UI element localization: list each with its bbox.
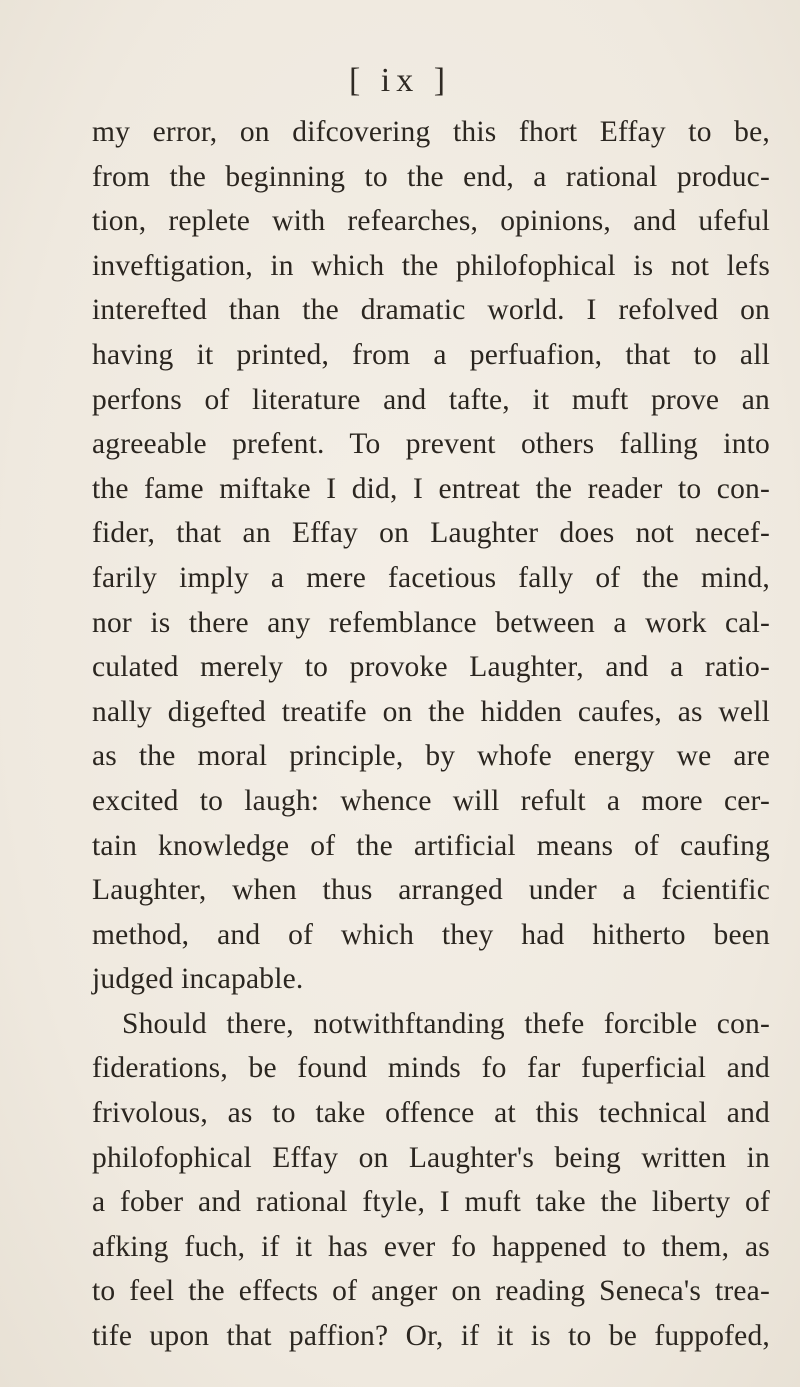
text-line: Laughter, when thus arranged under a fcientific [92, 874, 770, 907]
text-line: afking fuch, if it has ever fo happened to them, as [92, 1230, 770, 1263]
text-line: frivolous, as to take offence at this technical and [92, 1097, 770, 1130]
text-line: Should there, notwithftanding thefe forcible con- [122, 1007, 770, 1040]
text-line: philofophical Effay on Laughter's being written in [92, 1141, 770, 1174]
text-line: method, and of which they had hitherto been [92, 918, 770, 951]
text-line: the fame miftake I did, I entreat the reader to con- [92, 472, 770, 505]
body-text [92, 110, 770, 1359]
text-line: nor is there any refemblance between a work cal- [92, 606, 770, 639]
text-line: agreeable prefent. To prevent others falling into [92, 428, 770, 461]
text-line: as the moral principle, by whofe energy we are [92, 740, 770, 773]
text-line: to feel the effects of anger on reading Seneca's trea- [92, 1275, 770, 1308]
text-line: judged incapable. [92, 963, 304, 996]
page-number-header: [ ix ] [348, 62, 452, 99]
text-line: perfons of literature and tafte, it muft prove an [92, 383, 770, 416]
text-line: from the beginning to the end, a rational produc- [92, 160, 770, 193]
text-line: fider, that an Effay on Laughter does not necef- [92, 517, 770, 550]
text-line: culated merely to provoke Laughter, and a ratio- [92, 651, 770, 684]
text-line: excited to laugh: whence will refult a more cer- [92, 784, 770, 817]
text-line: tain knowledge of the artificial means of caufing [92, 829, 770, 862]
text-line: interefted than the dramatic world. I refolved on [92, 294, 770, 327]
text-line: tion, replete with refearches, opinions, and ufeful [92, 205, 770, 238]
text-line: my error, on difcovering this fhort Effay to be, [92, 116, 770, 148]
text-line: fiderations, be found minds fo far fuperficial and [92, 1052, 770, 1085]
text-line: a fober and rational ftyle, I muft take the liberty of [92, 1186, 770, 1219]
text-line: having it printed, from a perfuafion, that to all [92, 338, 770, 371]
text-line: inveftigation, in which the philofophical is not lefs [92, 249, 770, 282]
text-line: farily imply a mere facetious fally of the mind, [92, 561, 770, 594]
text-line: nally digefted treatife on the hidden caufes, as well [92, 695, 770, 728]
text-line: tife upon that paffion? Or, if it is to be fuppofed, [92, 1320, 770, 1353]
